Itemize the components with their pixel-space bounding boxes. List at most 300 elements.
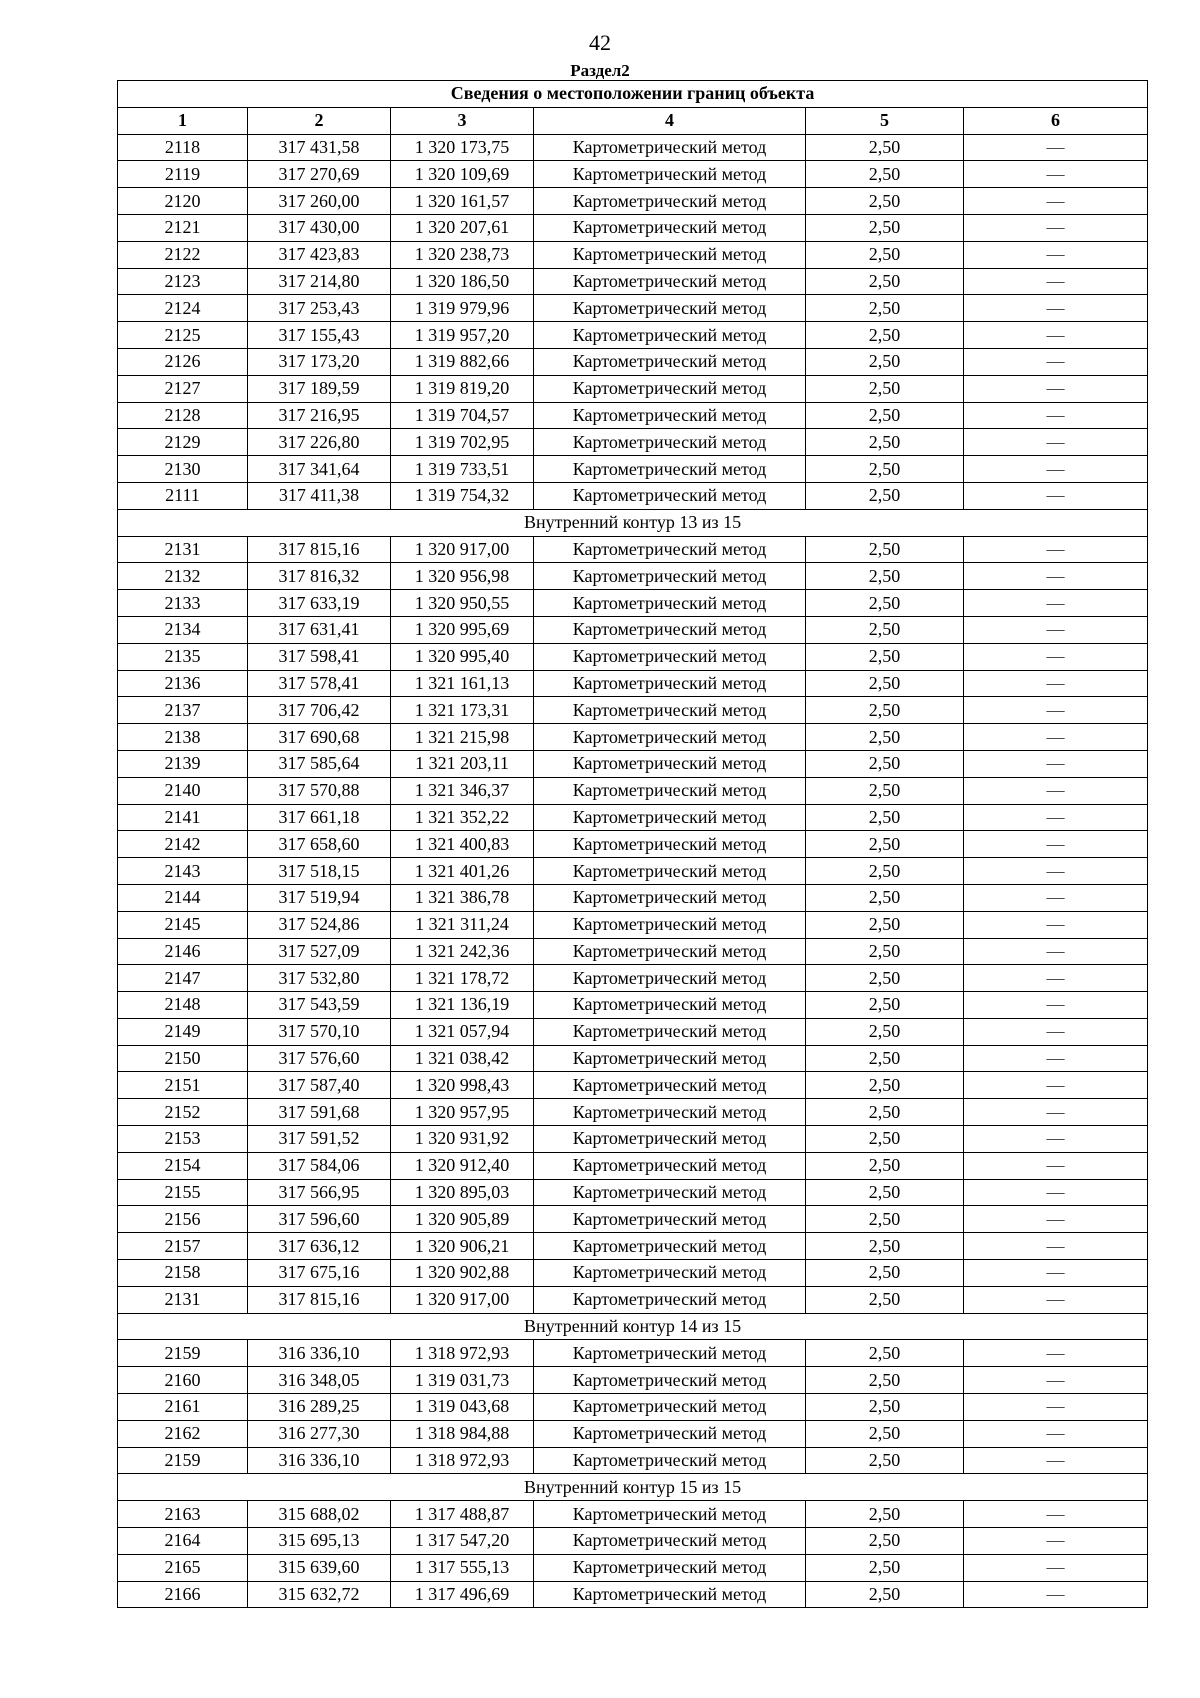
- coordinate-y-cell: 1 320 957,95: [391, 1099, 534, 1126]
- coordinate-x-cell: 317 226,80: [248, 429, 391, 456]
- point-number-cell: 2147: [118, 965, 248, 992]
- point-number-cell: 2159: [118, 1340, 248, 1367]
- coordinate-y-cell: 1 320 902,88: [391, 1260, 534, 1287]
- coordinate-y-cell: 1 321 173,31: [391, 697, 534, 724]
- accuracy-cell: 2,50: [806, 938, 964, 965]
- coordinate-x-cell: 317 566,95: [248, 1179, 391, 1206]
- determination-method-cell: Картометрический метод: [534, 670, 806, 697]
- coordinate-x-cell: 317 815,16: [248, 536, 391, 563]
- column-header: 1: [118, 107, 248, 134]
- coordinate-y-cell: 1 321 203,11: [391, 750, 534, 777]
- point-number-cell: 2138: [118, 724, 248, 751]
- determination-method-cell: Картометрический метод: [534, 134, 806, 161]
- coordinate-y-cell: 1 320 161,57: [391, 188, 534, 215]
- coordinate-y-cell: 1 321 401,26: [391, 858, 534, 885]
- point-number-cell: 2133: [118, 590, 248, 617]
- accuracy-cell: 2,50: [806, 161, 964, 188]
- accuracy-cell: 2,50: [806, 750, 964, 777]
- point-number-cell: 2139: [118, 750, 248, 777]
- accuracy-cell: 2,50: [806, 777, 964, 804]
- coordinate-y-cell: 1 321 136,19: [391, 992, 534, 1019]
- coordinate-x-cell: 315 695,13: [248, 1528, 391, 1555]
- accuracy-cell: 2,50: [806, 1581, 964, 1608]
- point-description-cell: —: [964, 1340, 1148, 1367]
- point-description-cell: —: [964, 241, 1148, 268]
- coordinate-y-cell: 1 321 178,72: [391, 965, 534, 992]
- accuracy-cell: 2,50: [806, 858, 964, 885]
- point-description-cell: —: [964, 590, 1148, 617]
- point-description-cell: —: [964, 831, 1148, 858]
- coordinate-y-cell: 1 320 998,43: [391, 1072, 534, 1099]
- coordinate-y-cell: 1 321 038,42: [391, 1045, 534, 1072]
- coordinate-x-cell: 315 639,60: [248, 1554, 391, 1581]
- coordinate-y-cell: 1 320 995,69: [391, 616, 534, 643]
- point-description-cell: —: [964, 134, 1148, 161]
- accuracy-cell: 2,50: [806, 1420, 964, 1447]
- determination-method-cell: Картометрический метод: [534, 563, 806, 590]
- point-description-cell: —: [964, 697, 1148, 724]
- table-row: [118, 188, 1148, 215]
- determination-method-cell: Картометрический метод: [534, 858, 806, 885]
- point-number-cell: 2124: [118, 295, 248, 322]
- table-row: [118, 134, 1148, 161]
- point-description-cell: —: [964, 858, 1148, 885]
- point-description-cell: —: [964, 804, 1148, 831]
- coordinate-x-cell: 316 336,10: [248, 1340, 391, 1367]
- point-description-cell: —: [964, 643, 1148, 670]
- coordinate-x-cell: 317 690,68: [248, 724, 391, 751]
- point-number-cell: 2149: [118, 1018, 248, 1045]
- point-description-cell: —: [964, 295, 1148, 322]
- coordinate-x-cell: 317 543,59: [248, 992, 391, 1019]
- point-number-cell: 2130: [118, 456, 248, 483]
- point-number-cell: 2121: [118, 214, 248, 241]
- table-row: [118, 375, 1148, 402]
- table-row: [118, 858, 1148, 885]
- coordinate-y-cell: 1 320 173,75: [391, 134, 534, 161]
- determination-method-cell: Картометрический метод: [534, 1340, 806, 1367]
- determination-method-cell: Картометрический метод: [534, 456, 806, 483]
- coordinate-x-cell: 316 348,05: [248, 1367, 391, 1394]
- point-description-cell: —: [964, 670, 1148, 697]
- table-row: [118, 1447, 1148, 1474]
- table-row: [118, 616, 1148, 643]
- coordinate-y-cell: 1 317 555,13: [391, 1554, 534, 1581]
- point-description-cell: —: [964, 1099, 1148, 1126]
- coordinate-x-cell: 317 423,83: [248, 241, 391, 268]
- determination-method-cell: Картометрический метод: [534, 777, 806, 804]
- coordinate-x-cell: 317 633,19: [248, 590, 391, 617]
- accuracy-cell: 2,50: [806, 1394, 964, 1421]
- point-description-cell: —: [964, 375, 1148, 402]
- accuracy-cell: 2,50: [806, 268, 964, 295]
- point-number-cell: 2160: [118, 1367, 248, 1394]
- coordinate-y-cell: 1 321 242,36: [391, 938, 534, 965]
- point-description-cell: —: [964, 965, 1148, 992]
- coordinate-x-cell: 317 431,58: [248, 134, 391, 161]
- determination-method-cell: Картометрический метод: [534, 1018, 806, 1045]
- table-row: [118, 1581, 1148, 1608]
- point-number-cell: 2132: [118, 563, 248, 590]
- point-description-cell: —: [964, 563, 1148, 590]
- point-description-cell: —: [964, 322, 1148, 349]
- table-body: [118, 134, 1148, 1608]
- determination-method-cell: Картометрический метод: [534, 1394, 806, 1421]
- determination-method-cell: Картометрический метод: [534, 884, 806, 911]
- table-row: [118, 670, 1148, 697]
- accuracy-cell: 2,50: [806, 590, 964, 617]
- point-number-cell: 2153: [118, 1126, 248, 1153]
- coordinate-x-cell: 317 585,64: [248, 750, 391, 777]
- coordinate-x-cell: 317 587,40: [248, 1072, 391, 1099]
- determination-method-cell: Картометрический метод: [534, 1099, 806, 1126]
- determination-method-cell: Картометрический метод: [534, 643, 806, 670]
- coordinate-x-cell: 317 260,00: [248, 188, 391, 215]
- point-number-cell: 2146: [118, 938, 248, 965]
- coordinate-y-cell: 1 320 238,73: [391, 241, 534, 268]
- accuracy-cell: 2,50: [806, 670, 964, 697]
- table-row: [118, 1152, 1148, 1179]
- coordinate-y-cell: 1 321 057,94: [391, 1018, 534, 1045]
- column-header: 5: [806, 107, 964, 134]
- point-number-cell: 2127: [118, 375, 248, 402]
- coordinate-x-cell: 317 598,41: [248, 643, 391, 670]
- coordinate-x-cell: 317 591,52: [248, 1126, 391, 1153]
- determination-method-cell: Картометрический метод: [534, 1206, 806, 1233]
- point-number-cell: 2166: [118, 1581, 248, 1608]
- point-number-cell: 2131: [118, 1286, 248, 1313]
- column-header: 4: [534, 107, 806, 134]
- section-title: Раздел2: [570, 61, 630, 80]
- coordinate-x-cell: 317 173,20: [248, 348, 391, 375]
- table-row: [118, 1420, 1148, 1447]
- contour-label: Внутренний контур 14 из 15: [118, 1313, 1148, 1340]
- accuracy-cell: 2,50: [806, 911, 964, 938]
- determination-method-cell: Картометрический метод: [534, 804, 806, 831]
- accuracy-cell: 2,50: [806, 214, 964, 241]
- accuracy-cell: 2,50: [806, 1554, 964, 1581]
- accuracy-cell: 2,50: [806, 1340, 964, 1367]
- determination-method-cell: Картометрический метод: [534, 429, 806, 456]
- coordinate-y-cell: 1 319 979,96: [391, 295, 534, 322]
- accuracy-cell: 2,50: [806, 1072, 964, 1099]
- point-number-cell: 2125: [118, 322, 248, 349]
- point-description-cell: —: [964, 1286, 1148, 1313]
- coordinate-y-cell: 1 320 917,00: [391, 1286, 534, 1313]
- point-number-cell: 2158: [118, 1260, 248, 1287]
- table-row: [118, 1340, 1148, 1367]
- coordinate-y-cell: 1 319 957,20: [391, 322, 534, 349]
- accuracy-cell: 2,50: [806, 429, 964, 456]
- determination-method-cell: Картометрический метод: [534, 992, 806, 1019]
- table-row: [118, 563, 1148, 590]
- table-row: [118, 831, 1148, 858]
- coordinate-y-cell: 1 320 931,92: [391, 1126, 534, 1153]
- accuracy-cell: 2,50: [806, 1152, 964, 1179]
- coordinate-x-cell: 317 636,12: [248, 1233, 391, 1260]
- coordinate-y-cell: 1 320 895,03: [391, 1179, 534, 1206]
- determination-method-cell: Картометрический метод: [534, 482, 806, 509]
- point-number-cell: 2145: [118, 911, 248, 938]
- coordinate-y-cell: 1 319 704,57: [391, 402, 534, 429]
- point-number-cell: 2120: [118, 188, 248, 215]
- table-row: [118, 268, 1148, 295]
- point-description-cell: —: [964, 402, 1148, 429]
- column-header: 6: [964, 107, 1148, 134]
- table-row: [118, 750, 1148, 777]
- point-number-cell: 2123: [118, 268, 248, 295]
- point-description-cell: —: [964, 1394, 1148, 1421]
- table-row: [118, 1501, 1148, 1528]
- coordinate-x-cell: 317 576,60: [248, 1045, 391, 1072]
- table-row: [118, 1018, 1148, 1045]
- point-number-cell: 2162: [118, 1420, 248, 1447]
- point-description-cell: —: [964, 1260, 1148, 1287]
- coordinate-y-cell: 1 320 109,69: [391, 161, 534, 188]
- coordinate-y-cell: 1 317 547,20: [391, 1528, 534, 1555]
- coordinate-y-cell: 1 321 352,22: [391, 804, 534, 831]
- table-row: [118, 482, 1148, 509]
- boundary-coordinates-table: [117, 80, 1148, 1608]
- accuracy-cell: 2,50: [806, 1528, 964, 1555]
- determination-method-cell: Картометрический метод: [534, 1233, 806, 1260]
- point-number-cell: 2144: [118, 884, 248, 911]
- point-description-cell: —: [964, 1447, 1148, 1474]
- table-row: [118, 295, 1148, 322]
- column-header: 2: [248, 107, 391, 134]
- column-number-row: [118, 107, 1148, 134]
- point-description-cell: —: [964, 1367, 1148, 1394]
- table-row: [118, 777, 1148, 804]
- coordinate-x-cell: 317 591,68: [248, 1099, 391, 1126]
- determination-method-cell: Картометрический метод: [534, 268, 806, 295]
- accuracy-cell: 2,50: [806, 1233, 964, 1260]
- coordinate-x-cell: 317 270,69: [248, 161, 391, 188]
- determination-method-cell: Картометрический метод: [534, 697, 806, 724]
- accuracy-cell: 2,50: [806, 1447, 964, 1474]
- accuracy-cell: 2,50: [806, 482, 964, 509]
- coordinate-x-cell: 317 527,09: [248, 938, 391, 965]
- accuracy-cell: 2,50: [806, 1126, 964, 1153]
- determination-method-cell: Картометрический метод: [534, 214, 806, 241]
- determination-method-cell: Картометрический метод: [534, 1447, 806, 1474]
- coordinate-x-cell: 317 518,15: [248, 858, 391, 885]
- coordinate-y-cell: 1 317 488,87: [391, 1501, 534, 1528]
- point-number-cell: 2140: [118, 777, 248, 804]
- coordinate-x-cell: 317 532,80: [248, 965, 391, 992]
- table-row: [118, 992, 1148, 1019]
- accuracy-cell: 2,50: [806, 616, 964, 643]
- coordinate-y-cell: 1 320 912,40: [391, 1152, 534, 1179]
- accuracy-cell: 2,50: [806, 134, 964, 161]
- determination-method-cell: Картометрический метод: [534, 1420, 806, 1447]
- accuracy-cell: 2,50: [806, 884, 964, 911]
- coordinate-y-cell: 1 320 956,98: [391, 563, 534, 590]
- point-description-cell: —: [964, 1420, 1148, 1447]
- coordinate-x-cell: 316 336,10: [248, 1447, 391, 1474]
- determination-method-cell: Картометрический метод: [534, 1528, 806, 1555]
- point-number-cell: 2150: [118, 1045, 248, 1072]
- coordinate-y-cell: 1 320 995,40: [391, 643, 534, 670]
- coordinate-y-cell: 1 319 754,32: [391, 482, 534, 509]
- coordinate-x-cell: 317 816,32: [248, 563, 391, 590]
- coordinate-y-cell: 1 318 972,93: [391, 1340, 534, 1367]
- point-number-cell: 2159: [118, 1447, 248, 1474]
- table-row: [118, 402, 1148, 429]
- accuracy-cell: 2,50: [806, 295, 964, 322]
- point-description-cell: —: [964, 214, 1148, 241]
- table-row: [118, 1179, 1148, 1206]
- accuracy-cell: 2,50: [806, 348, 964, 375]
- point-number-cell: 2165: [118, 1554, 248, 1581]
- accuracy-cell: 2,50: [806, 188, 964, 215]
- point-description-cell: —: [964, 161, 1148, 188]
- determination-method-cell: Картометрический метод: [534, 536, 806, 563]
- determination-method-cell: Картометрический метод: [534, 1126, 806, 1153]
- coordinate-x-cell: 317 519,94: [248, 884, 391, 911]
- table-row: [118, 804, 1148, 831]
- coordinate-y-cell: 1 319 733,51: [391, 456, 534, 483]
- table-row: [118, 884, 1148, 911]
- point-number-cell: 2142: [118, 831, 248, 858]
- table-row: [118, 1206, 1148, 1233]
- coordinate-y-cell: 1 319 043,68: [391, 1394, 534, 1421]
- table-row: [118, 241, 1148, 268]
- determination-method-cell: Картометрический метод: [534, 241, 806, 268]
- coordinate-y-cell: 1 319 819,20: [391, 375, 534, 402]
- coordinate-x-cell: 317 706,42: [248, 697, 391, 724]
- coordinate-y-cell: 1 321 161,13: [391, 670, 534, 697]
- point-description-cell: —: [964, 1179, 1148, 1206]
- table-row: [118, 1286, 1148, 1313]
- accuracy-cell: 2,50: [806, 1367, 964, 1394]
- table-row: [118, 1233, 1148, 1260]
- accuracy-cell: 2,50: [806, 965, 964, 992]
- coordinate-x-cell: 317 815,16: [248, 1286, 391, 1313]
- page-number: 42: [589, 30, 611, 55]
- coordinate-y-cell: 1 321 386,78: [391, 884, 534, 911]
- coordinate-x-cell: 317 578,41: [248, 670, 391, 697]
- point-description-cell: —: [964, 884, 1148, 911]
- point-description-cell: —: [964, 992, 1148, 1019]
- point-description-cell: —: [964, 1206, 1148, 1233]
- coordinate-x-cell: 317 631,41: [248, 616, 391, 643]
- table-row: [118, 643, 1148, 670]
- point-description-cell: —: [964, 777, 1148, 804]
- point-number-cell: 2119: [118, 161, 248, 188]
- point-description-cell: —: [964, 1072, 1148, 1099]
- coordinate-x-cell: 317 661,18: [248, 804, 391, 831]
- table-row: [118, 697, 1148, 724]
- table-row: [118, 1528, 1148, 1555]
- accuracy-cell: 2,50: [806, 241, 964, 268]
- table-row: [118, 911, 1148, 938]
- accuracy-cell: 2,50: [806, 1018, 964, 1045]
- accuracy-cell: 2,50: [806, 804, 964, 831]
- determination-method-cell: Картометрический метод: [534, 348, 806, 375]
- determination-method-cell: Картометрический метод: [534, 911, 806, 938]
- point-number-cell: 2118: [118, 134, 248, 161]
- determination-method-cell: Картометрический метод: [534, 831, 806, 858]
- point-number-cell: 2128: [118, 402, 248, 429]
- coordinate-x-cell: 317 216,95: [248, 402, 391, 429]
- coordinate-x-cell: 315 632,72: [248, 1581, 391, 1608]
- coordinate-x-cell: 317 253,43: [248, 295, 391, 322]
- coordinate-y-cell: 1 318 972,93: [391, 1447, 534, 1474]
- point-number-cell: 2161: [118, 1394, 248, 1421]
- accuracy-cell: 2,50: [806, 536, 964, 563]
- point-description-cell: —: [964, 1233, 1148, 1260]
- table-row: [118, 1072, 1148, 1099]
- accuracy-cell: 2,50: [806, 456, 964, 483]
- table-caption-row: [118, 81, 1148, 108]
- table-row: [118, 322, 1148, 349]
- coordinate-y-cell: 1 320 186,50: [391, 268, 534, 295]
- coordinate-x-cell: 316 289,25: [248, 1394, 391, 1421]
- point-number-cell: 2156: [118, 1206, 248, 1233]
- point-description-cell: —: [964, 482, 1148, 509]
- determination-method-cell: Картометрический метод: [534, 1072, 806, 1099]
- coordinate-y-cell: 1 320 906,21: [391, 1233, 534, 1260]
- coordinate-y-cell: 1 320 905,89: [391, 1206, 534, 1233]
- coordinate-y-cell: 1 320 917,00: [391, 536, 534, 563]
- determination-method-cell: Картометрический метод: [534, 750, 806, 777]
- coordinate-x-cell: 317 596,60: [248, 1206, 391, 1233]
- coordinate-x-cell: 317 570,88: [248, 777, 391, 804]
- coordinate-x-cell: 317 411,38: [248, 482, 391, 509]
- determination-method-cell: Картометрический метод: [534, 402, 806, 429]
- point-number-cell: 2151: [118, 1072, 248, 1099]
- point-number-cell: 2164: [118, 1528, 248, 1555]
- determination-method-cell: Картометрический метод: [534, 590, 806, 617]
- point-description-cell: —: [964, 724, 1148, 751]
- point-number-cell: 2152: [118, 1099, 248, 1126]
- point-description-cell: —: [964, 1501, 1148, 1528]
- accuracy-cell: 2,50: [806, 724, 964, 751]
- accuracy-cell: 2,50: [806, 1501, 964, 1528]
- point-number-cell: 2154: [118, 1152, 248, 1179]
- point-number-cell: 2157: [118, 1233, 248, 1260]
- point-number-cell: 2129: [118, 429, 248, 456]
- point-description-cell: —: [964, 1126, 1148, 1153]
- point-description-cell: —: [964, 1581, 1148, 1608]
- determination-method-cell: Картометрический метод: [534, 724, 806, 751]
- determination-method-cell: Картометрический метод: [534, 1501, 806, 1528]
- point-description-cell: —: [964, 268, 1148, 295]
- point-description-cell: —: [964, 750, 1148, 777]
- accuracy-cell: 2,50: [806, 1099, 964, 1126]
- table-row: [118, 1367, 1148, 1394]
- table-row: [118, 348, 1148, 375]
- determination-method-cell: Картометрический метод: [534, 1045, 806, 1072]
- table-row: [118, 456, 1148, 483]
- point-number-cell: 2148: [118, 992, 248, 1019]
- point-description-cell: —: [964, 429, 1148, 456]
- coordinate-y-cell: 1 321 215,98: [391, 724, 534, 751]
- point-description-cell: —: [964, 1045, 1148, 1072]
- point-number-cell: 2163: [118, 1501, 248, 1528]
- coordinate-y-cell: 1 319 031,73: [391, 1367, 534, 1394]
- point-number-cell: 2131: [118, 536, 248, 563]
- point-description-cell: —: [964, 188, 1148, 215]
- coordinate-x-cell: 317 155,43: [248, 322, 391, 349]
- point-number-cell: 2136: [118, 670, 248, 697]
- coordinate-x-cell: 317 675,16: [248, 1260, 391, 1287]
- table-row: [118, 1260, 1148, 1287]
- determination-method-cell: Картометрический метод: [534, 188, 806, 215]
- point-number-cell: 2155: [118, 1179, 248, 1206]
- point-description-cell: —: [964, 1528, 1148, 1555]
